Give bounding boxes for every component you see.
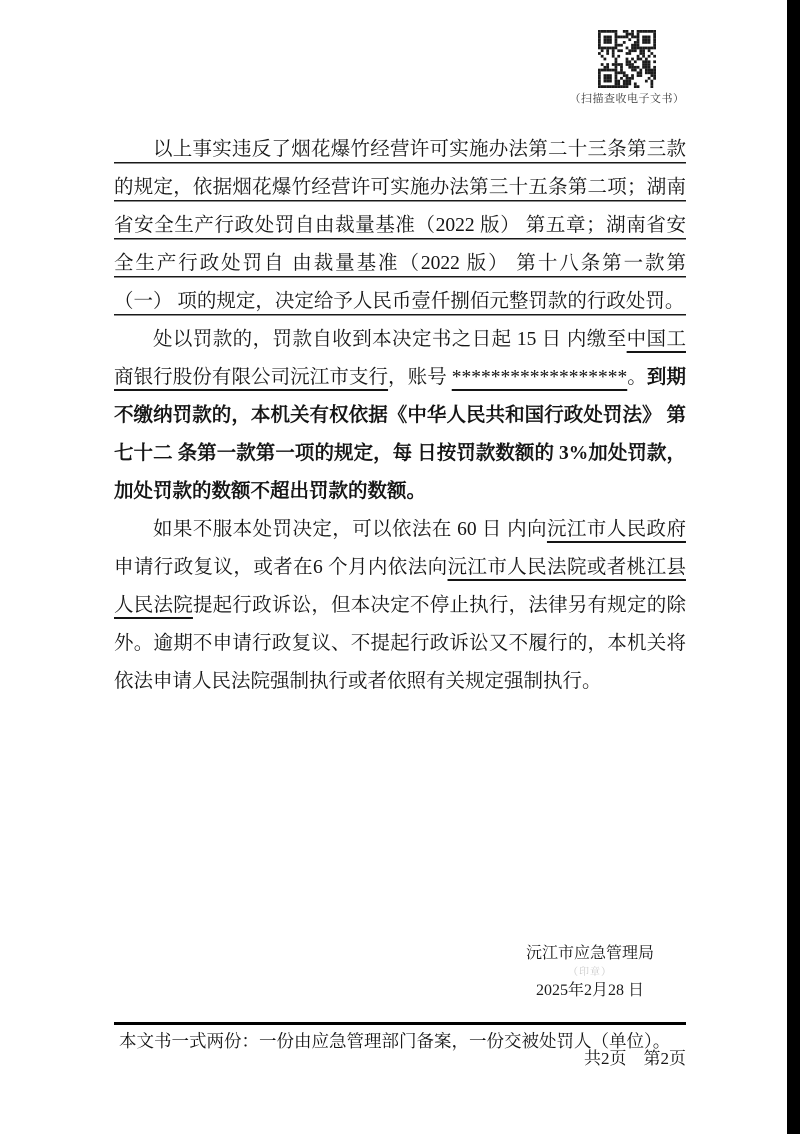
underlined-text: 中国工商银行股份有限公司沅江市支行 [114,329,686,388]
qr-code-icon [598,30,656,88]
scan-edge-artifact [787,0,800,1134]
signature-block [470,944,710,1001]
payment-instruction-paragraph [114,321,686,511]
body-text: 提起行政诉讼，但本决定不停止执行，法律另有规定的除外。逾期不申请行政复议、不提起行政诉讼又不履行的，本机关将依法申请人民法院强制执行或者依照有关规定强制执行。 [114,595,686,692]
bold-text: 到期不缴纳罚款的，本机关有权依据《中华人民共和国行政处罚法》 第七十二 条第一款第一项的规定，每 日按罚款数额的 3%加处罚款，加处罚款的数额不超出罚款的数额。 [114,367,686,502]
issuing-agency: 沅江市应急管理局 [525,945,654,962]
document-body [114,131,686,701]
body-text: 处以罚款的，罚款自收到本决定书之日起 15 日 内缴至 [153,329,627,350]
underlined-text: 沅江市人民政府 [546,519,686,540]
underlined-text: 沅江市人民法院或者桃江县人民法院 [114,557,686,616]
qr-caption: （扫描查收电子文书） [569,93,685,105]
body-text: 如果不服本处罚决定，可以依法在 60 日 内向 [153,519,547,540]
footer-note: 本文书一式两份：一份由应急管理部门备案，一份交被处罚人（单位）。 [119,1031,671,1051]
seal-placeholder: （印章） [568,967,612,978]
underlined-text: ****************** [451,367,628,388]
body-text: 申请行政复议，或者在6 个月内依法向 [114,557,448,578]
qr-block [560,30,694,105]
body-text: 。 [627,367,647,388]
issue-date: 2025年2月28 日 [535,982,644,999]
appeal-rights-paragraph [114,511,686,701]
body-text: ，账号 [388,367,452,388]
legal-basis-paragraph [114,131,686,321]
footer-divider [114,1022,686,1025]
body-text: 以上事实违反了烟花爆竹经营许可实施办法第二十三条第三款的规定，依据烟花爆竹经营许可实施办法第三十五条第二项；湖南省安全生产行政处罚自由裁量基准（2022 版） 第五章；湖南省安全生产行政处罚自 由裁量基准（2022 版） 第十八条第一款第（一） 项的规定，决定给予人民币壹仟捌佰元整罚款的行政处罚。 [114,139,686,312]
page-number: 共2页 第2页 [584,1049,686,1068]
